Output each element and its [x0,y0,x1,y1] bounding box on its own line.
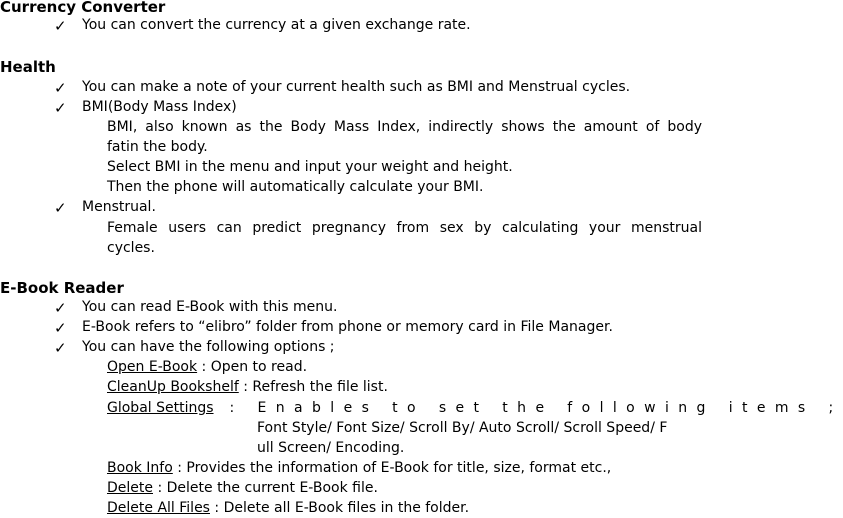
health-bullet-bmi: BMI(Body Mass Index) [82,99,237,115]
currency-bullet-1: You can convert the currency at a given exchange rate. [82,17,471,33]
menstrual-paragraph-line-1: Female users can predict pregnancy from sex by calculating your menstrual [107,220,702,236]
checkmark-icon: ✓ [54,199,67,217]
checkmark-icon: ✓ [54,99,67,117]
option-cleanup-bookshelf [107,379,388,395]
checkmark-icon: ✓ [54,319,67,337]
ebook-bullet-3: You can have the following options ; [82,339,335,355]
ebook-heading: E-Book Reader [0,279,124,297]
bmi-step-2: Then the phone will automatically calculate your BMI. [107,179,484,195]
option-delete-desc: : Delete the current E-Book file. [153,480,378,496]
option-delete [107,480,378,496]
checkmark-icon: ✓ [54,17,67,35]
option-cleanup-desc: : Refresh the file list. [238,379,388,395]
option-global-label: Global Settings [107,400,214,416]
ebook-bullet-2: E-Book refers to “elibro” folder from phone or memory card in File Manager. [82,319,613,335]
option-global-desc-line-1: : Enables to set the following items ; [229,400,843,416]
health-bullet-menstrual: Menstrual. [82,199,156,215]
option-delete-all [107,500,469,516]
option-book-info [107,460,611,476]
option-global-desc-line-2: Font Style/ Font Size/ Scroll By/ Auto Scroll/ Scroll Speed/ F [257,420,668,436]
option-open-ebook-label: Open E-Book [107,359,198,375]
health-heading: Health [0,58,56,76]
ebook-bullet-1: You can read E-Book with this menu. [82,299,338,315]
bmi-paragraph-line-1: BMI, also known as the Body Mass Index, indirectly shows the amount of body [107,119,702,135]
option-bookinfo-label: Book Info [107,460,173,476]
checkmark-icon: ✓ [54,339,67,357]
option-global-settings [107,400,843,416]
option-delete-label: Delete [107,480,153,496]
option-open-ebook [107,359,307,375]
health-bullet-1: You can make a note of your current health such as BMI and Menstrual cycles. [82,79,631,95]
option-deleteall-desc: : Delete all E-Book files in the folder. [209,500,470,516]
checkmark-icon: ✓ [54,79,67,97]
bmi-step-1: Select BMI in the menu and input your weight and height. [107,159,513,175]
checkmark-icon: ✓ [54,299,67,317]
option-open-ebook-desc: : Open to read. [197,359,308,375]
bmi-paragraph-line-2: fatin the body. [107,139,208,155]
option-global-desc-line-3: ull Screen/ Encoding. [257,440,405,456]
menstrual-paragraph-line-2: cycles. [107,240,155,256]
option-cleanup-label: CleanUp Bookshelf [107,379,239,395]
option-bookinfo-desc: : Provides the information of E-Book for title, size, format etc., [172,460,612,476]
currency-heading: Currency Converter [0,0,166,16]
option-deleteall-label: Delete All Files [107,500,210,516]
